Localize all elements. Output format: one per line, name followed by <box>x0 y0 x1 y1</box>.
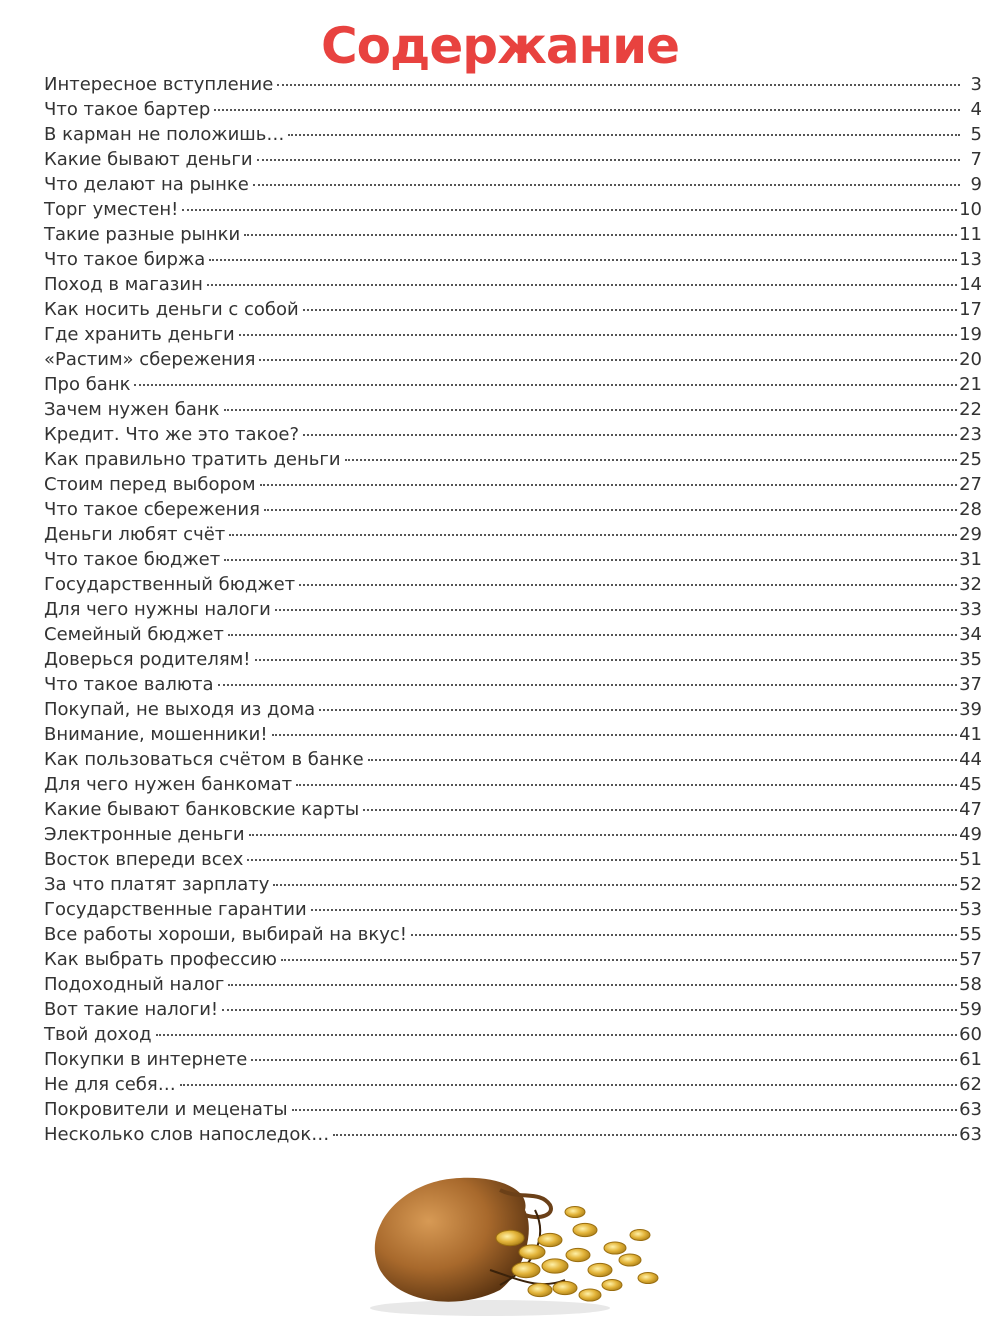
toc-entry-page: 32 <box>959 574 982 595</box>
toc-entry-page: 41 <box>959 724 982 745</box>
toc-entry-page: 55 <box>959 924 982 945</box>
toc-dot-leader <box>134 384 957 386</box>
toc-entry[interactable] <box>44 222 982 247</box>
toc-entry-title: Деньги любят счёт <box>44 524 226 545</box>
coin-icon <box>630 1230 650 1241</box>
toc-entry-page: 62 <box>959 1074 982 1095</box>
toc-entry-page: 23 <box>959 424 982 445</box>
toc-entry[interactable] <box>44 447 982 472</box>
toc-entry[interactable] <box>44 297 982 322</box>
toc-entry-title: Что такое биржа <box>44 249 206 270</box>
toc-dot-leader <box>272 734 958 736</box>
toc-entry[interactable] <box>44 97 982 122</box>
toc-entry-page: 63 <box>959 1124 982 1145</box>
toc-entry-title: Где хранить деньги <box>44 324 235 345</box>
toc-entry-title: Какие бывают деньги <box>44 149 253 170</box>
toc-entry[interactable] <box>44 1047 982 1072</box>
toc-entry-title: Не для себя… <box>44 1074 176 1095</box>
toc-dot-leader <box>260 484 958 486</box>
toc-dot-leader <box>156 1034 957 1036</box>
coin-icon <box>579 1289 601 1301</box>
toc-entry-title: Кредит. Что же это такое? <box>44 424 300 445</box>
toc-entry[interactable] <box>44 1097 982 1122</box>
toc-entry[interactable] <box>44 397 982 422</box>
coin-icon <box>542 1259 568 1273</box>
toc-dot-leader <box>299 584 957 586</box>
toc-dot-leader <box>224 559 957 561</box>
toc-entry-title: Покупай, не выходя из дома <box>44 699 316 720</box>
toc-entry-title: Как пользоваться счётом в банке <box>44 749 364 770</box>
toc-entry-page: 22 <box>959 399 982 420</box>
toc-entry-page: 37 <box>959 674 982 695</box>
toc-dot-leader <box>319 709 957 711</box>
toc-entry-page: 29 <box>959 524 982 545</box>
toc-entry-page: 4 <box>970 99 982 120</box>
toc-entry-title: Для чего нужен банкомат <box>44 774 293 795</box>
toc-dot-leader <box>180 1084 957 1086</box>
toc-dot-leader <box>247 859 957 861</box>
toc-dot-leader <box>209 259 957 261</box>
toc-entry-title: Что такое сбережения <box>44 499 260 520</box>
toc-entry-page: 10 <box>959 199 982 220</box>
toc-dot-leader <box>333 1134 957 1136</box>
toc-entry-page: 27 <box>959 474 982 495</box>
toc-dot-leader <box>292 1109 958 1111</box>
toc-entry-page: 25 <box>959 449 982 470</box>
coin-icon <box>496 1230 524 1245</box>
toc-entry-page: 5 <box>970 124 982 145</box>
toc-entry[interactable] <box>44 1072 982 1097</box>
toc-entry-page: 13 <box>959 249 982 270</box>
toc-dot-leader <box>249 834 958 836</box>
toc-entry-page: 61 <box>959 1049 982 1070</box>
toc-dot-leader <box>228 634 957 636</box>
toc-dot-leader <box>207 284 957 286</box>
toc-entry-page: 9 <box>970 174 982 195</box>
toc-entry-title: Восток впереди всех <box>44 849 244 870</box>
coin-icon <box>573 1223 597 1236</box>
toc-entry[interactable] <box>44 772 982 797</box>
toc-entry-page: 45 <box>959 774 982 795</box>
toc-entry-title: Все работы хороши, выбирай на вкус! <box>44 924 408 945</box>
toc-entry[interactable] <box>44 197 982 222</box>
toc-entry[interactable] <box>44 372 982 397</box>
toc-entry-title: Для чего нужны налоги <box>44 599 271 620</box>
toc-entry[interactable] <box>44 572 982 597</box>
toc-dot-leader <box>264 509 957 511</box>
toc-entry-title: Поход в магазин <box>44 274 203 295</box>
toc-entry[interactable] <box>44 472 982 497</box>
toc-entry[interactable] <box>44 272 982 297</box>
toc-entry-page: 31 <box>959 549 982 570</box>
toc-entry-title: Что такое валюта <box>44 674 214 695</box>
toc-entry-title: Несколько слов напоследок… <box>44 1124 330 1145</box>
toc-dot-leader <box>296 784 957 786</box>
toc-entry[interactable] <box>44 647 982 672</box>
toc-dot-leader <box>368 759 957 761</box>
toc-entry-page: 60 <box>959 1024 982 1045</box>
toc-entry-page: 35 <box>959 649 982 670</box>
toc-entry-title: Как выбрать профессию <box>44 949 277 970</box>
toc-entry-title: «Растим» сбережения <box>44 349 256 370</box>
coin-icon <box>512 1262 540 1277</box>
coin-icon <box>553 1281 577 1294</box>
toc-entry-title: Покупки в интернете <box>44 1049 248 1070</box>
toc-entry[interactable] <box>44 747 982 772</box>
toc-dot-leader <box>214 109 960 111</box>
toc-entry[interactable] <box>44 972 982 997</box>
toc-entry-title: Торг уместен! <box>44 199 179 220</box>
toc-dot-leader <box>229 534 957 536</box>
toc-dot-leader <box>281 959 957 961</box>
toc-entry[interactable] <box>44 347 982 372</box>
toc-entry-page: 53 <box>959 899 982 920</box>
toc-entry[interactable] <box>44 672 982 697</box>
toc-entry-page: 58 <box>959 974 982 995</box>
coin-icon <box>588 1263 612 1276</box>
toc-entry-title: Как правильно тратить деньги <box>44 449 341 470</box>
toc-entry[interactable] <box>44 147 982 172</box>
toc-entry[interactable] <box>44 497 982 522</box>
toc-dot-leader <box>288 134 960 136</box>
toc-entry-title: Подоходный налог <box>44 974 225 995</box>
toc-entry[interactable] <box>44 697 982 722</box>
page-title: Содержание <box>320 17 680 75</box>
toc-entry-page: 17 <box>959 299 982 320</box>
toc-entry[interactable] <box>44 797 982 822</box>
money-bag-with-coins-icon <box>350 1160 670 1320</box>
toc-entry-title: Внимание, мошенники! <box>44 724 268 745</box>
toc-entry[interactable] <box>44 947 982 972</box>
toc-entry-title: Стоим перед выбором <box>44 474 256 495</box>
toc-entry-page: 52 <box>959 874 982 895</box>
toc-dot-leader <box>253 184 960 186</box>
toc-entry-title: Электронные деньги <box>44 824 245 845</box>
coin-icon <box>619 1254 641 1266</box>
toc-dot-leader <box>224 409 958 411</box>
toc-entry[interactable] <box>44 322 982 347</box>
toc-dot-leader <box>273 884 957 886</box>
toc-dot-leader <box>228 984 957 986</box>
toc-entry[interactable] <box>44 122 982 147</box>
toc-entry-title: Покровители и меценаты <box>44 1099 288 1120</box>
toc-entry-title: За что платят зарплату <box>44 874 270 895</box>
coin-icon <box>565 1207 585 1218</box>
toc-dot-leader <box>259 359 957 361</box>
toc-dot-leader <box>411 934 957 936</box>
toc-entry[interactable] <box>44 622 982 647</box>
coin-icon <box>638 1273 658 1284</box>
toc-entry-title: Государственный бюджет <box>44 574 296 595</box>
toc-entry-page: 7 <box>970 149 982 170</box>
toc-dot-leader <box>251 1059 957 1061</box>
toc-entry[interactable] <box>44 822 982 847</box>
toc-entry-title: Вот такие налоги! <box>44 999 219 1020</box>
toc-entry-title: Семейный бюджет <box>44 624 224 645</box>
toc-entry-title: В карман не положишь… <box>44 124 285 145</box>
coin-icon <box>604 1242 626 1254</box>
toc-entry-title: Что делают на рынке <box>44 174 249 195</box>
toc-entry[interactable] <box>44 847 982 872</box>
coin-icon <box>519 1245 545 1259</box>
toc-entry-page: 20 <box>959 349 982 370</box>
toc-entry[interactable] <box>44 722 982 747</box>
toc-dot-leader <box>363 809 957 811</box>
toc-dot-leader <box>303 309 957 311</box>
toc-entry-page: 3 <box>970 74 982 95</box>
toc-entry[interactable] <box>44 72 982 97</box>
toc-dot-leader <box>345 459 958 461</box>
toc-entry-page: 47 <box>959 799 982 820</box>
coin-icon <box>528 1283 552 1296</box>
toc-dot-leader <box>222 1009 957 1011</box>
toc-entry-title: Что такое бартер <box>44 99 211 120</box>
toc-entry[interactable] <box>44 422 982 447</box>
toc-entry-title: Про банк <box>44 374 131 395</box>
toc-entry[interactable] <box>44 1122 982 1147</box>
toc-entry-title: Что такое бюджет <box>44 549 221 570</box>
coin-icon <box>538 1233 562 1246</box>
toc-dot-leader <box>277 84 960 86</box>
toc-entry[interactable] <box>44 597 982 622</box>
toc-entry-title: Как носить деньги с собой <box>44 299 299 320</box>
table-of-contents <box>44 72 982 1147</box>
toc-dot-leader <box>239 334 957 336</box>
toc-entry-title: Твой доход <box>44 1024 152 1045</box>
toc-entry[interactable] <box>44 247 982 272</box>
toc-entry-title: Государственные гарантии <box>44 899 307 920</box>
toc-entry[interactable] <box>44 872 982 897</box>
toc-entry-page: 11 <box>959 224 982 245</box>
toc-entry-page: 33 <box>959 599 982 620</box>
coin-icon <box>602 1280 622 1291</box>
toc-entry-page: 49 <box>959 824 982 845</box>
toc-dot-leader <box>244 234 957 236</box>
toc-entry[interactable] <box>44 997 982 1022</box>
toc-entry-page: 57 <box>959 949 982 970</box>
toc-dot-leader <box>182 209 957 211</box>
toc-entry-page: 44 <box>959 749 982 770</box>
toc-entry[interactable] <box>44 522 982 547</box>
toc-entry-page: 63 <box>959 1099 982 1120</box>
toc-entry-page: 39 <box>959 699 982 720</box>
toc-entry-title: Такие разные рынки <box>44 224 241 245</box>
toc-dot-leader <box>218 684 958 686</box>
toc-dot-leader <box>257 159 960 161</box>
coin-icon <box>566 1248 590 1261</box>
toc-entry-page: 34 <box>959 624 982 645</box>
toc-dot-leader <box>311 909 957 911</box>
toc-entry-title: Зачем нужен банк <box>44 399 220 420</box>
toc-dot-leader <box>255 659 958 661</box>
toc-entry[interactable] <box>44 547 982 572</box>
toc-entry[interactable] <box>44 1022 982 1047</box>
toc-entry-title: Какие бывают банковские карты <box>44 799 360 820</box>
toc-entry-title: Интересное вступление <box>44 74 274 95</box>
toc-entry-page: 21 <box>959 374 982 395</box>
toc-entry-page: 51 <box>959 849 982 870</box>
toc-entry-page: 59 <box>959 999 982 1020</box>
toc-entry[interactable] <box>44 897 982 922</box>
toc-entry-page: 14 <box>959 274 982 295</box>
toc-entry-page: 28 <box>959 499 982 520</box>
toc-entry[interactable] <box>44 922 982 947</box>
toc-entry-title: Доверься родителям! <box>44 649 251 670</box>
toc-dot-leader <box>303 434 957 436</box>
toc-dot-leader <box>275 609 957 611</box>
toc-entry[interactable] <box>44 172 982 197</box>
toc-entry-page: 19 <box>959 324 982 345</box>
